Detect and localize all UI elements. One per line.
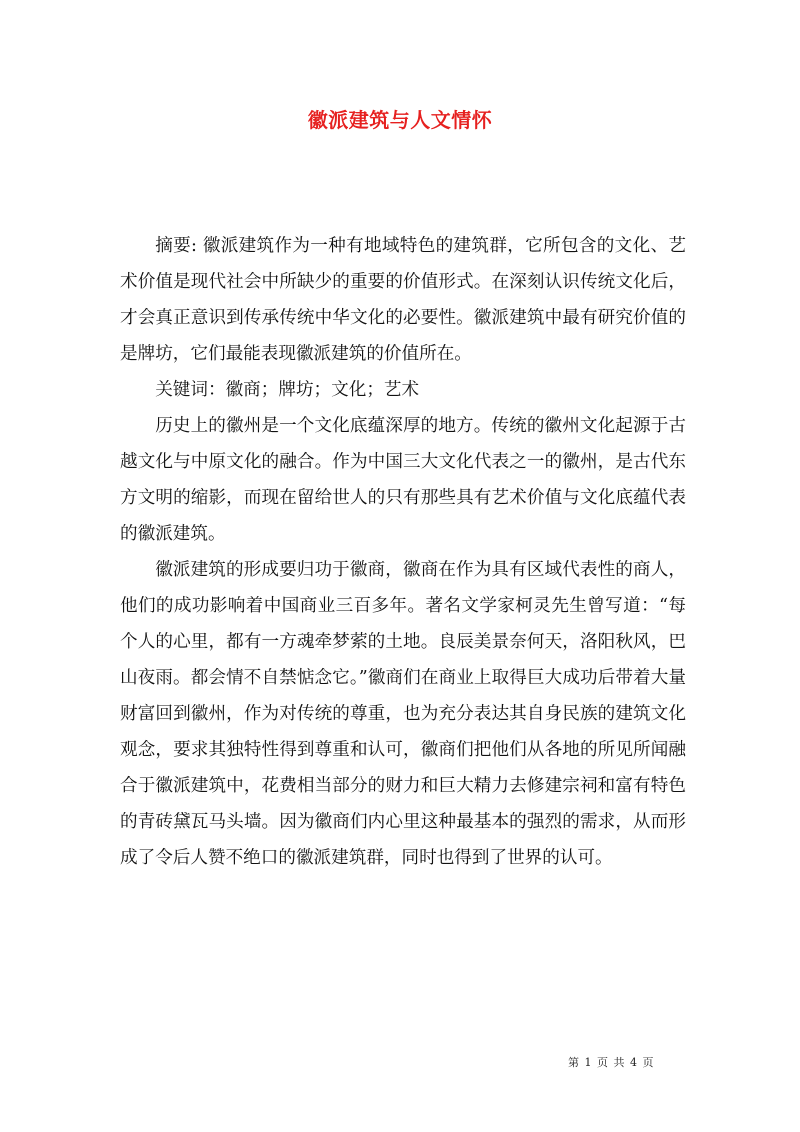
- document-title: 徽派建筑与人文情怀: [307, 108, 493, 132]
- abstract-paragraph: 摘要: 徽派建筑作为一种有地域特色的建筑群，它所包含的文化、艺术价值是现代社会中所缺少的重要的价值形式。在深刻认识传统文化后，才会真正意识到传承传统中华文化的必要性。徽派建筑中最有研究价值的是牌坊，它们最能表现徽派建筑的价值所在。: [120, 236, 686, 364]
- keywords-line: 关键词：徽商；牌坊；文化；艺术: [155, 380, 420, 400]
- page-number: 第 1 页 共 4 页: [568, 1056, 655, 1069]
- body-paragraph-1: 历史上的徽州是一个文化底蕴深厚的地方。传统的徽州文化起源于古越文化与中原文化的融合。作为中国三大文化代表之一的徽州，是古代东方文明的缩影，而现在留给世人的只有那些具有艺术价值与文化底蕴代表的徽派建筑。: [120, 416, 686, 544]
- body-paragraph-2: 徽派建筑的形成要归功于徽商，徽商在作为具有区域代表性的商人，他们的成功影响着中国商业三百多年。著名文学家柯灵先生曾写道：“每个人的心里，都有一方魂牵梦萦的土地。良辰美景奈何天，洛阳秋风，巴山夜雨。都会情不自禁惦念它。”徽商们在商业上取得巨大成功后带着大量财富回到徽州，作为对传统的尊重，也为充分表达其自身民族的建筑文化观念，要求其独特性得到尊重和认可，徽商们把他们从各地的所见所闻融合于徽派建筑中，花费相当部分的财力和巨大精力去修建宗祠和富有特色的青砖黛瓦马头墙。因为徽商们内心里这种最基本的强烈的需求，从而形成了令后人赞不绝口的徽派建筑群，同时也得到了世界的认可。: [120, 560, 686, 868]
- document-body: [120, 228, 686, 876]
